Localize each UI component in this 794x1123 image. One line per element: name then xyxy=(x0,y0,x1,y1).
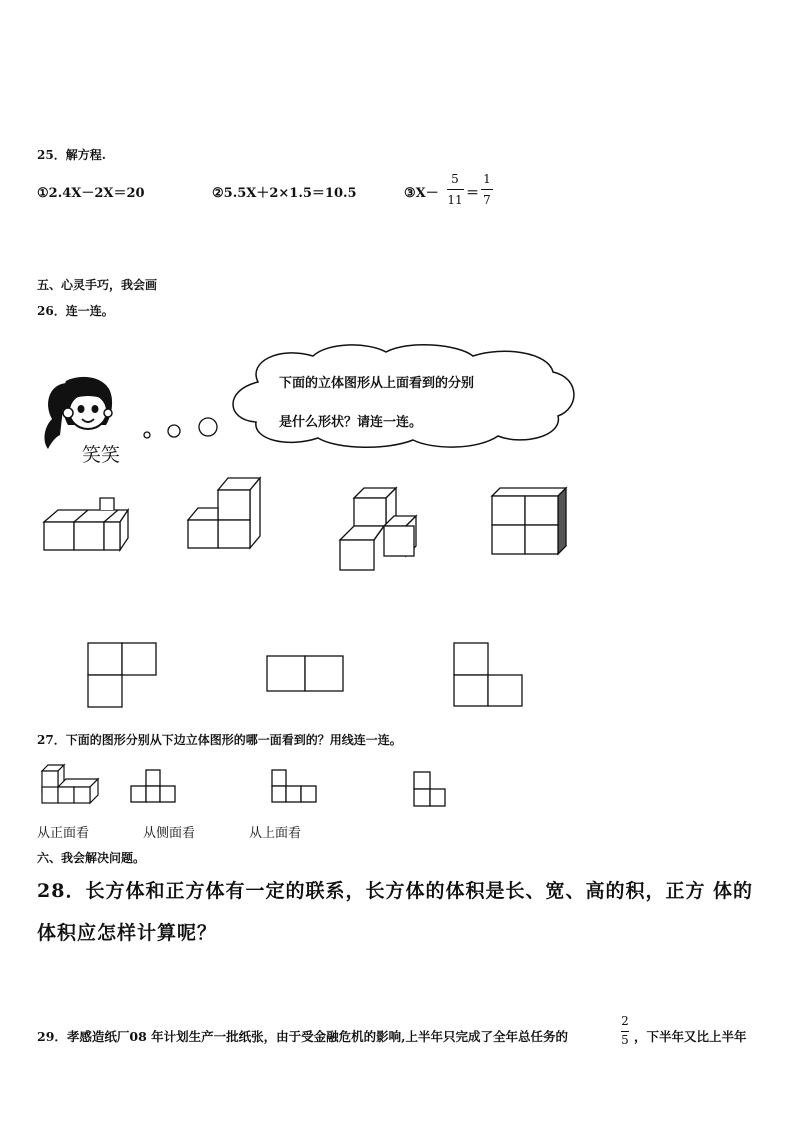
q27-view-1 xyxy=(130,769,178,805)
q28-line-2: 体积应怎样计算呢？ xyxy=(37,922,218,944)
character-caption: 笑笑 xyxy=(82,444,121,466)
q27-label-front: 从正面看 xyxy=(37,826,90,841)
section5-heading: 五、心灵手巧，我会画 xyxy=(37,278,158,292)
q25-heading: 25．解方程. xyxy=(37,148,106,162)
q25-frac2-bar xyxy=(481,189,493,190)
solid-figure-4 xyxy=(492,488,572,558)
thought-bubbles xyxy=(140,415,220,445)
q27-label-side: 从侧面看 xyxy=(143,826,196,841)
section6-heading: 六、我会解决问题。 xyxy=(37,851,146,865)
solid-figure-1 xyxy=(44,498,124,553)
q26-heading: 26．连一连。 xyxy=(37,304,114,318)
q27-heading: 27．下面的图形分别从下边立体图形的哪一面看到的？用线连一连。 xyxy=(37,733,402,747)
q27-solid-figure xyxy=(40,763,100,805)
solid-figure-3 xyxy=(340,488,420,572)
q25-frac2-numerator: 1 xyxy=(483,172,491,186)
q27-view-2 xyxy=(271,769,321,805)
q25-equation-3-prefix: ③X－ xyxy=(404,186,439,201)
q29-text-after: ，下半年又比上半年 xyxy=(634,1029,747,1044)
q25-frac1-denominator: 11 xyxy=(447,193,463,207)
q27-label-top: 从上面看 xyxy=(249,826,302,841)
q29-text: 29．孝感造纸厂08 年计划生产一批纸张，由于受金融危机的影响,上半年只完成了全年总任务的 xyxy=(37,1029,568,1044)
top-view-2 xyxy=(266,655,346,693)
q25-frac1-numerator: 5 xyxy=(451,172,459,186)
cloud-text-line-2: 是什么形状？请连一连。 xyxy=(279,415,423,430)
top-view-3 xyxy=(453,642,525,708)
q25-frac1-bar xyxy=(447,189,464,190)
q25-frac2-denominator: 7 xyxy=(483,193,491,207)
q29-frac-denominator: 5 xyxy=(621,1033,629,1047)
q25-equation-2: ②5.5X＋2×1.5＝10.5 xyxy=(212,186,357,201)
q25-equation-1: ①2.4X－2X＝20 xyxy=(37,186,145,201)
q27-view-3 xyxy=(413,771,449,809)
top-view-1 xyxy=(88,642,158,708)
q25-equals: ＝ xyxy=(466,186,480,201)
q28-line-1: 28．长方体和正方体有一定的联系，长方体的体积是长、宽、高的积，正方 体的 xyxy=(37,880,754,902)
thought-cloud xyxy=(218,342,588,450)
solid-figure-2 xyxy=(188,478,268,550)
q29-frac-bar xyxy=(621,1031,629,1032)
q29-frac-numerator: 2 xyxy=(621,1014,629,1028)
cloud-text-line-1: 下面的立体图形从上面看到的分别 xyxy=(279,376,475,391)
